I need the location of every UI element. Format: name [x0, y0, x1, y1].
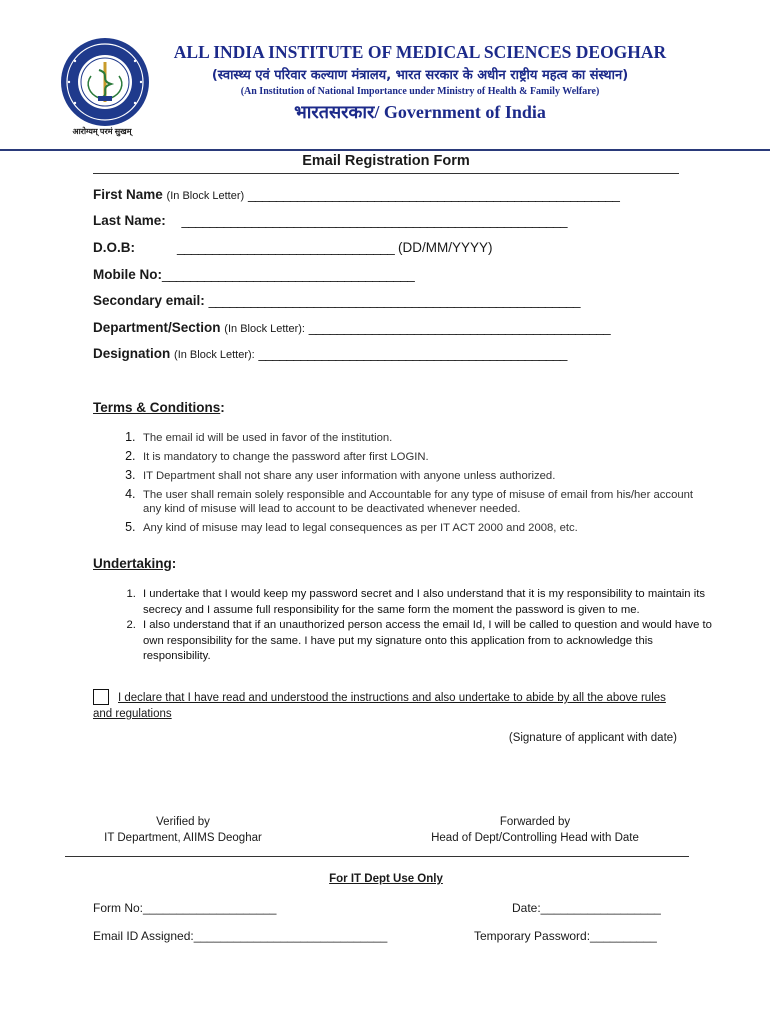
list-item: 2. It is mandatory to change the password after first LOGIN. — [139, 449, 699, 464]
list-item: 5. Any kind of misuse may lead to legal consequences as per IT ACT 2000 and 2008, etc. — [139, 520, 699, 535]
temporary-password-field[interactable]: Temporary Password:__________ — [474, 929, 657, 943]
form-number-field[interactable]: Form No:____________________ — [93, 901, 277, 915]
header-divider — [0, 149, 770, 151]
undertaking-heading: Undertaking: — [93, 556, 177, 571]
date-field[interactable]: Date:__________________ — [512, 901, 661, 915]
bottom-divider — [65, 856, 689, 857]
undertaking-heading-text: Undertaking — [93, 556, 172, 571]
gov-hindi: भारतसरकार — [294, 102, 375, 123]
field-blank[interactable]: ___________________________________________ — [308, 320, 611, 335]
list-item: 1. The email id will be used in favor of the institution. — [139, 430, 699, 445]
field-label: D.O.B: — [93, 240, 135, 255]
form-title: Email Registration Form — [302, 153, 470, 169]
aiims-emblem-icon — [55, 36, 155, 136]
field-blank[interactable]: _______________________________________________________ — [181, 213, 567, 228]
dept-use-heading: For IT Dept Use Only — [329, 873, 443, 885]
field-label: Last Name: — [93, 213, 166, 228]
declaration-checkbox[interactable] — [93, 689, 109, 705]
declaration-text: I declare that I have read and understood the instructions and also undertake to abide by all the above rules and regulations — [93, 692, 666, 720]
field-designation[interactable] — [93, 346, 567, 361]
logo-motto: आरोग्यम् परमं सुखम् — [72, 127, 132, 136]
institute-subtitle: (An Institution of National Importance under Ministry of Health & Family Welfare) — [240, 86, 600, 97]
verified-dept: IT Department, AIIMS Deoghar — [104, 832, 262, 844]
field-blank[interactable]: ____________________________________________ — [258, 346, 567, 361]
field-blank[interactable]: ____________________________________ — [162, 267, 415, 282]
field-label: First Name — [93, 187, 163, 202]
signature-note: (Signature of applicant with date) — [508, 732, 677, 744]
field-note: (In Block Letter): — [224, 323, 305, 335]
title-divider — [93, 173, 679, 174]
institute-hindi-line: (स्वास्थ्य एवं परिवार कल्याण मंत्रालय, भारत सरकार के अधीन राष्ट्रीय महत्व का संस्थान) — [211, 68, 629, 83]
terms-heading: Terms & Conditions: — [93, 400, 225, 415]
field-label: Designation — [93, 346, 171, 361]
government-line — [160, 100, 680, 124]
field-label: Mobile No: — [93, 267, 162, 282]
dob-format: (DD/MM/YYYY) — [394, 240, 493, 255]
field-last-name[interactable] — [93, 213, 567, 228]
field-label: Secondary email: — [93, 293, 205, 308]
field-note: (In Block Letter) — [166, 190, 245, 202]
field-blank[interactable]: _______________________________ — [177, 240, 395, 255]
verified-label: Verified by — [156, 816, 210, 828]
field-label: Department/Section — [93, 320, 221, 335]
field-mobile[interactable] — [93, 267, 414, 282]
forwarded-by-block — [415, 814, 655, 846]
terms-heading-text: Terms & Conditions — [93, 400, 221, 415]
list-item: 4. The user shall remain solely responsible and Accountable for any type of misuse of email from his/her account any kind of misuse will lead to account to be deactivated whenever needed. — [139, 487, 699, 516]
institute-name: ALL INDIA INSTITUTE OF MEDICAL SCIENCES DEOGHAR — [173, 42, 667, 62]
verified-by-block — [93, 814, 273, 846]
list-item: 1. I undertake that I would keep my password secret and I also understand that it is my responsibility to maintain its secrecy and I assume full responsibility for the same form the moment the password is given to me. — [139, 587, 719, 618]
field-note: (In Block Letter): — [174, 349, 255, 361]
aiims-logo — [55, 36, 155, 136]
field-blank[interactable]: _____________________________________________________ — [247, 187, 620, 202]
field-first-name[interactable] — [93, 187, 619, 202]
terms-list — [93, 430, 699, 539]
list-item: 2. I also understand that if an unauthorized person access the email Id, I will be called to question and would have to own responsibility for the same. I have put my signature onto this application from to acknowledge this responsibility. — [139, 618, 719, 665]
field-department[interactable] — [93, 320, 610, 335]
list-item: 3. IT Department shall not share any user information with anyone unless authorized. — [139, 468, 699, 483]
field-blank[interactable]: _____________________________________________________ — [208, 293, 580, 308]
forwarded-dept: Head of Dept/Controlling Head with Date — [431, 832, 639, 844]
field-dob[interactable] — [93, 240, 493, 255]
undertaking-list — [93, 587, 719, 665]
forwarded-label: Forwarded by — [499, 816, 571, 828]
gov-english: / Government of India — [374, 102, 546, 122]
field-secondary-email[interactable] — [93, 293, 580, 308]
email-assigned-field[interactable]: Email ID Assigned:_____________________________ — [93, 929, 388, 943]
